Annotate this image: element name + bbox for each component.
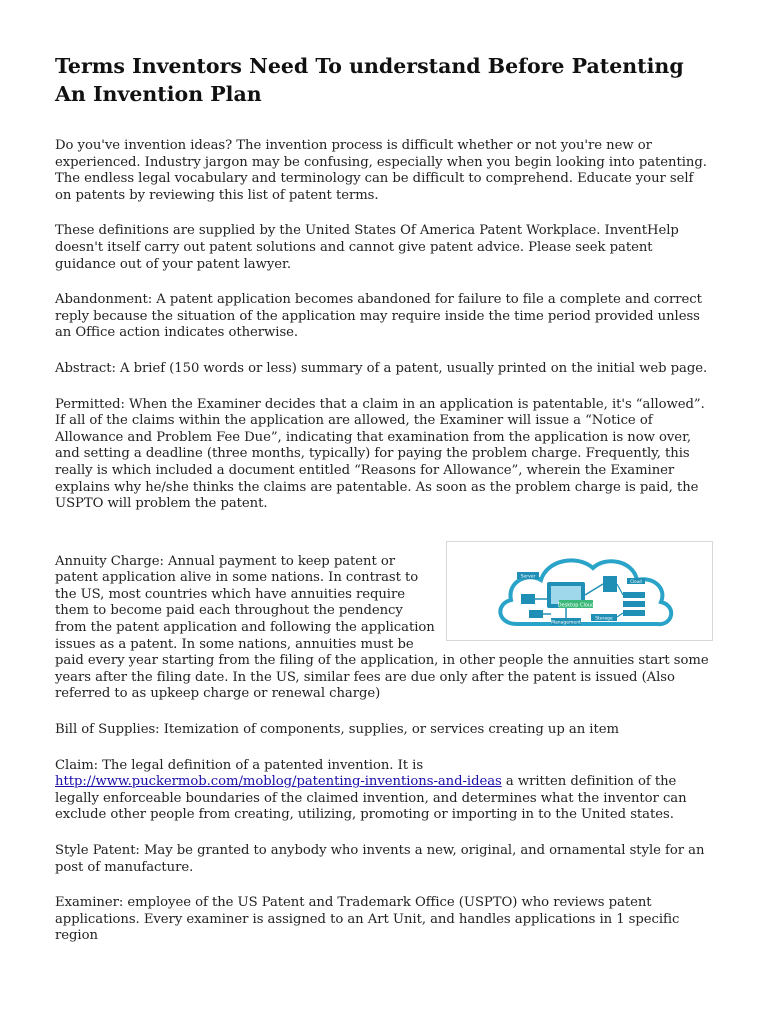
paragraph-examiner: Examiner: employee of the US Patent and Trademark Office (USPTO) who reviews patent applications. Every examiner is assigned to an Art Unit, and handles applications in 1 specific region <box>55 895 680 944</box>
side-box-1 <box>623 592 645 598</box>
paragraph-intro: Do you've invention ideas? The invention process is difficult whether or not you're new or experienced. Industry jargon may be confusing, especially when you begin looking into patenting. The endless legal vocabulary and terminology can be difficult to comprehend. Educate your self on patents by reviewing this list of patent terms. <box>55 138 707 203</box>
article-title: Terms Inventors Need To understand Before Patenting An Invention Plan <box>55 54 684 106</box>
storage-label: Storage <box>595 616 613 622</box>
cloud-diagram-graphic <box>447 542 712 640</box>
side-box-2 <box>623 601 645 607</box>
paragraph-abstract: Abstract: A brief (150 words or less) summary of a patent, usually printed on the initial web page. <box>55 360 708 376</box>
cloud-node-label: Cloud <box>630 578 642 584</box>
paragraph-definitions-source: These definitions are supplied by the United States Of America Patent Workplace. InventHelp doesn't itself carry out patent solutions and cannot give patent advice. Please seek patent guidance out of your patent lawyer. <box>55 223 679 272</box>
article <box>55 52 713 945</box>
node-icon <box>529 610 543 618</box>
server-icon <box>521 594 535 604</box>
paragraph-claim <box>55 758 713 824</box>
desktop-cloud-label: Desktop Cloud <box>557 602 595 609</box>
side-box-3 <box>623 610 645 616</box>
puckermob-link[interactable]: http://www.puckermob.com/moblog/patenting-inventions-and-ideas <box>55 774 502 790</box>
paragraph-bill-of-supplies: Bill of Supplies: Itemization of components, supplies, or services creating up an item <box>55 722 619 738</box>
server-label: Server <box>520 574 536 580</box>
cloud-outline <box>500 560 671 624</box>
paragraph-abandonment: Abandonment: A patent application becomes abandoned for failure to file a complete and correct reply because the situation of the application may require inside the time period provided unless an Office action indicates otherwise. <box>55 292 702 341</box>
claim-text-after: a written definition of the legally enforceable boundaries of the claimed invention, and determines what the inventor can exclude other people from creating, utilizing, promoting or importing in to the United states. <box>55 774 687 823</box>
paragraph-style-patent: Style Patent: May be granted to anybody who invents a new, original, and ornamental style for an post of manufacture. <box>55 843 705 875</box>
cloud-diagram-image <box>446 541 713 641</box>
paragraph-permitted: Permitted: When the Examiner decides that a claim in an application is patentable, it's “allowed”. If all of the claims within the application are allowed, the Examiner will issue a “Notice of Allowance and Problem Fee Due”, indicating that examination from the application is now over, and setting a deadline (three months, typically) for paying the problem charge. Frequently, this really is which included a document entitled “Reasons for Allowance”, wherein the Examiner explains why he/she thinks the claims are patentable. As soon as the problem charge is paid, the USPTO will problem the patent. <box>55 396 705 512</box>
claim-text-before: Claim: The legal definition of a patented invention. It is <box>55 757 424 773</box>
annuity-section <box>55 554 713 703</box>
management-label: Management <box>551 620 581 626</box>
device-icon <box>603 576 617 592</box>
paragraph-annuity: Annuity Charge: Annual payment to keep patent or patent application alive in some nations. In contrast to the US, most countries which have annuities require them to become paid each throughout the pendency from the patent application and following the application issues as a patent. In some nations, annuities must be paid every year starting from the filing of the application, in other people the annuities start some years after the filing date. In the US, similar fees are due only after the patent is issued (Also referred to as upkeep charge or renewal charge) <box>55 553 709 702</box>
